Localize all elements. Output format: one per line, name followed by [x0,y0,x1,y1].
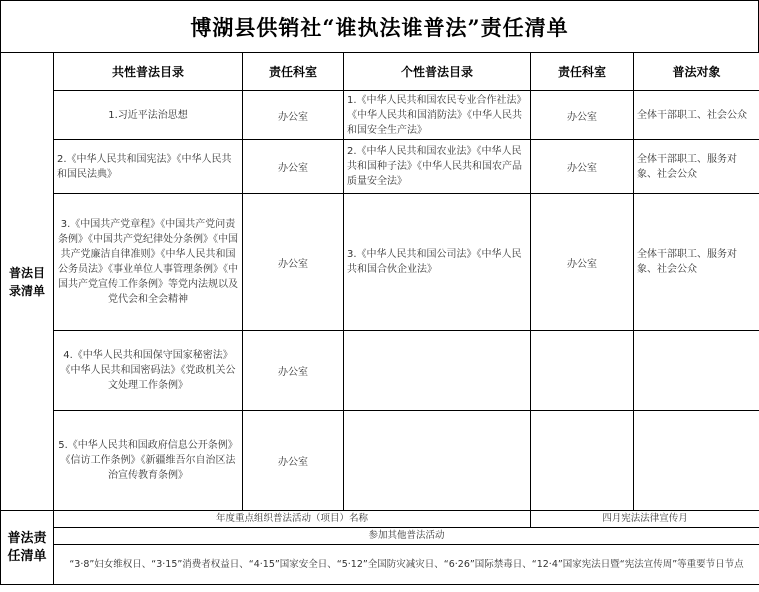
individual-dept [531,331,634,411]
common-item: 2.《中华人民共和国宪法》《中华人民共和国民法典》 [54,140,243,194]
common-dept: 办公室 [243,331,344,411]
individual-dept [531,411,634,511]
header-individual-catalog: 个性普法目录 [344,53,531,91]
section-label-responsibility-text: 普法责任清单 [7,530,47,564]
activity-row [1,511,759,528]
activity-label: 年度重点组织普法活动（项目）名称 [54,511,531,528]
section-label-catalog-text: 普法目录清单 [8,265,45,298]
common-item: 4.《中华人民共和国保守国家秘密法》《中华人民共和国密码法》《党政机关公文处理工作条例》 [54,331,243,411]
common-dept: 办公室 [243,194,344,331]
common-item: 3.《中国共产党章程》《中国共产党问责条例》《中国共产党纪律处分条例》《中国共产党廉洁自律准则》《中华人民共和国公务员法》《事业单位人事管理条例》《中国共产党宣传工作条例》等党内法规以及党代会和全会精神 [54,194,243,331]
common-dept: 办公室 [243,91,344,140]
individual-item: 3.《中华人民共和国公司法》《中华人民共和国合伙企业法》 [344,194,531,331]
individual-dept: 办公室 [531,91,634,140]
header-target: 普法对象 [634,53,759,91]
target-audience: 全体干部职工、社会公众 [634,91,759,140]
header-common-catalog: 共性普法目录 [54,53,243,91]
header-dept-2: 责任科室 [531,53,634,91]
section-label-catalog [1,53,54,511]
common-item: 5.《中华人民共和国政府信息公开条例》《信访工作条例》《新疆维吾尔自治区法治宣传教育条例》 [54,411,243,511]
individual-item: 2.《中华人民共和国农业法》《中华人民共和国种子法》《中华人民共和国农产品质量安全法》 [344,140,531,194]
table-row [1,331,759,411]
individual-item [344,331,531,411]
individual-dept: 办公室 [531,140,634,194]
other-activity-value: “3·8”妇女维权日、“3·15”消费者权益日、“4·15”国家安全日、“5·12”全国防灾减灾日、“6·26”国际禁毒日、“12·4”国家宪法日暨“宪法宣传周”等重要节日节点 [54,545,759,585]
header-dept-1: 责任科室 [243,53,344,91]
table-row [1,411,759,511]
individual-item: 1.《中华人民共和国农民专业合作社法》《中华人民共和国消防法》《中华人民共和国安全生产法》 [344,91,531,140]
other-activity-label: 参加其他普法活动 [54,528,759,545]
section-label-responsibility [1,511,54,585]
individual-dept: 办公室 [531,194,634,331]
target-audience [634,331,759,411]
target-audience: 全体干部职工、服务对象、社会公众 [634,140,759,194]
table-row [1,194,759,331]
other-activity-header-row [1,528,759,545]
header-row [1,53,759,91]
table-row [1,140,759,194]
common-dept: 办公室 [243,411,344,511]
common-item: 1.习近平法治思想 [54,91,243,140]
activity-value: 四月宪法法律宣传月 [531,511,759,528]
other-activity-row [1,545,759,585]
table-row [1,91,759,140]
responsibility-table [0,52,759,585]
target-audience: 全体干部职工、服务对象、社会公众 [634,194,759,331]
target-audience [634,411,759,511]
individual-item [344,411,531,511]
document-title: 博湖县供销社“谁执法谁普法”责任清单 [0,0,759,52]
common-dept: 办公室 [243,140,344,194]
